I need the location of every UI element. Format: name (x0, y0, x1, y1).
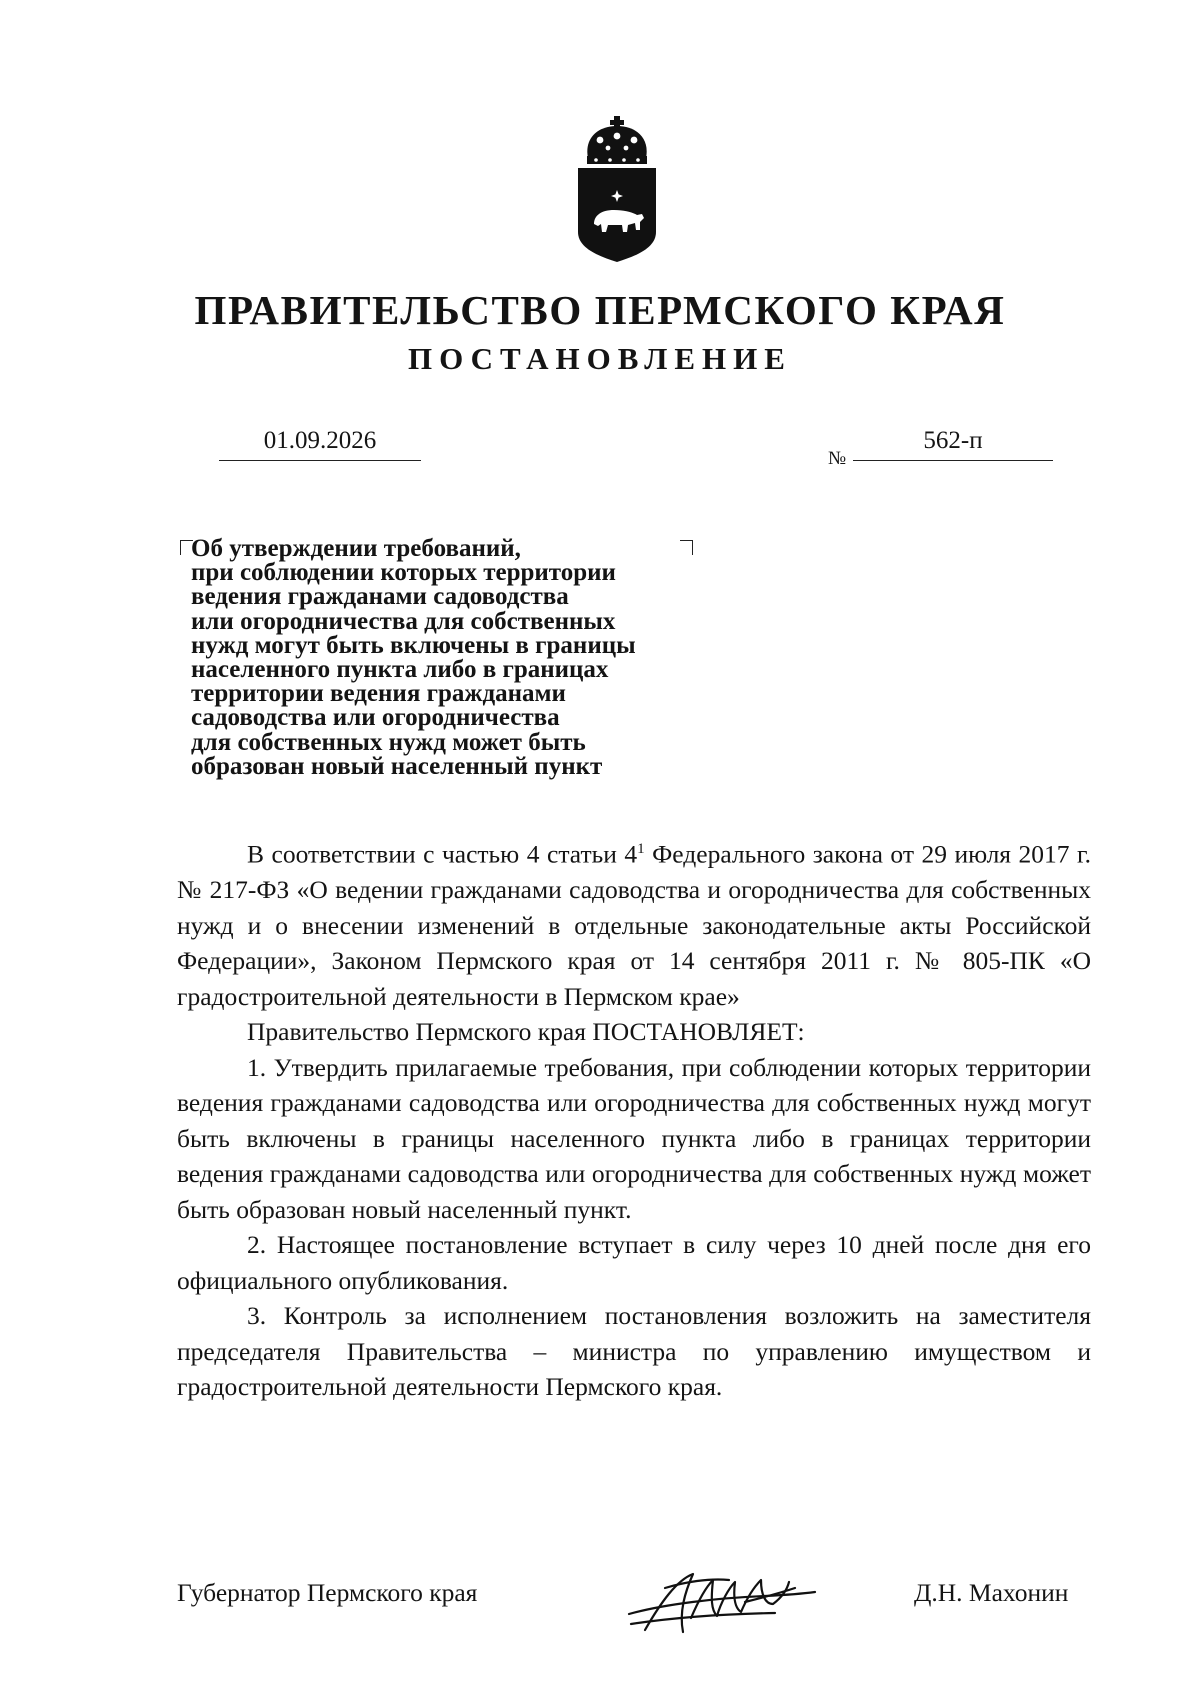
subject-line: при соблюдении которых территории (191, 559, 616, 587)
subject-line: или огородничества для собственных (191, 607, 616, 635)
number-sign: № (828, 448, 847, 469)
subject-line: образован новый населенный пункт (191, 752, 603, 780)
signatory-role: Губернатор Пермского края (177, 1578, 478, 1607)
subject-line: населенного пункта либо в границах (191, 656, 609, 684)
document-date: 01.09.2026 (219, 424, 421, 461)
document-body (177, 832, 1091, 1405)
document-type-heading: ПОСТАНОВЛЕНИЕ (408, 341, 792, 376)
item-paragraph: 1. Утвердить прилагаемые требования, при соблюдении которых территории ведения гражданами садоводства или огородничества для собственных нужд могут быть включены в границы населенного пункта либо в границах территории ведения гражданами садоводства или огородничества для собственных нужд может быть образован новый населенный пункт. (177, 1052, 1091, 1224)
item-paragraph: 3. Контроль за исполнением постановления возложить на заместителя председателя Правительства – министра по управлению имуществом и градостроительной деятельности Пермского края. (177, 1301, 1091, 1401)
preamble-start: В соответствии с частью 4 статьи 4 (247, 839, 638, 869)
signatory-name: Д.Н. Махонин (914, 1578, 1069, 1607)
handwritten-signature (625, 1558, 820, 1642)
subject-line: нужд могут быть включены в границы (191, 631, 636, 659)
article-superscript: 1 (637, 841, 645, 857)
item-paragraph: 2. Настоящее постановление вступает в силу через 10 дней после дня его официального опубликования. (177, 1230, 1091, 1295)
subject-line: Об утверждении требований, (191, 535, 521, 562)
subject-line: территории ведения гражданами (191, 680, 566, 708)
decree-paragraph: Правительство Пермского края ПОСТАНОВЛЯЕТ: (247, 1017, 805, 1046)
subject-line: ведения гражданами садоводства (191, 583, 569, 611)
document-number: 562-п (853, 424, 1053, 461)
subject-line: садоводства или огородничества (191, 704, 560, 732)
document-subject (191, 537, 711, 779)
subject-line: для собственных нужд может быть (191, 728, 586, 756)
preamble-rest: Федерального закона от 29 июля 2017 г. № 217-ФЗ «О ведении гражданами садоводства и огородничества для собственных нужд и о внесении изменений в отдельные законодательные акты Российской Федерации», Законом Пермского края от 14 сентября 2011 г. № 805-ПК «О градостроительной деятельности в Пермском крае» (177, 839, 1092, 1011)
preamble-paragraph (177, 832, 1091, 1014)
government-title: ПРАВИТЕЛЬСТВО ПЕРМСКОГО КРАЯ (194, 287, 1006, 333)
crown-icon (587, 116, 647, 164)
coat-of-arms-emblem (570, 114, 664, 264)
